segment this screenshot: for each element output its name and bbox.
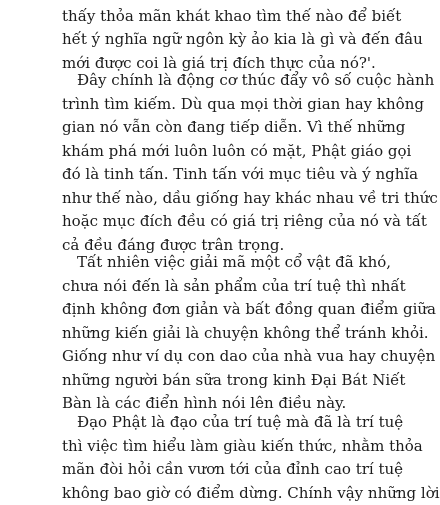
paragraph-1 bbox=[0, 0, 400, 75]
paragraph-line: đó là tinh tấn. Tinh tấn với mục tiêu và ý nghĩa bbox=[62, 163, 349, 187]
paragraph-line: những kiến giải là chuyện không thể tránh khỏi. bbox=[62, 322, 349, 346]
paragraph-line: những người bán sữa trong kinh Đại Bát Niết bbox=[62, 369, 349, 393]
paragraph-line: như thế nào, dầu giống hay khác nhau về tri thức bbox=[62, 187, 349, 211]
paragraph-line: chưa nói đến là sản phẩm của trí tuệ thì nhất bbox=[62, 275, 349, 299]
paragraph-4 bbox=[0, 411, 400, 505]
paragraph-2 bbox=[0, 69, 400, 257]
paragraph-line: gian nó vẫn còn đang tiếp diễn. Vì thế những bbox=[62, 116, 349, 140]
paragraph-line: không bao giờ có điểm dừng. Chính vậy những lời bbox=[62, 482, 349, 505]
paragraph-line: Đây chính là động cơ thúc đẩy vô số cuộc hành bbox=[77, 69, 349, 93]
paragraph-line: Tất nhiên việc giải mã một cổ vật đã khó, bbox=[77, 251, 349, 275]
paragraph-line: hoặc mục đích đều có giá trị riêng của nó và tất bbox=[62, 210, 349, 234]
paragraph-line: Đạo Phật là đạo của trí tuệ mà đã là trí tuệ bbox=[77, 411, 349, 435]
paragraph-line: cả đều đáng được trân trọng. bbox=[62, 234, 349, 258]
paragraph-3 bbox=[0, 251, 400, 416]
paragraph-line: hết ý nghĩa ngữ ngôn kỳ ảo kia là gì và đến đâu bbox=[62, 28, 349, 52]
paragraph-line: mãn đòi hỏi cần vươn tới của đỉnh cao trí tuệ bbox=[62, 458, 349, 482]
paragraph-line: Bàn là các điển hình nói lên điều này. bbox=[62, 392, 349, 416]
paragraph-line: thấy thỏa mãn khát khao tìm thế nào để biết bbox=[62, 5, 349, 29]
paragraph-line: trình tìm kiếm. Dù qua mọi thời gian hay không bbox=[62, 93, 349, 117]
paragraph-line: mới được coi là giá trị đích thực của nó?'. bbox=[62, 52, 349, 76]
paragraph-line: định không đơn giản và bất đồng quan điểm giữa bbox=[62, 298, 349, 322]
paragraph-line: khám phá mới luôn luôn có mặt, Phật giáo gọi bbox=[62, 140, 349, 164]
paragraph-line: thì việc tìm hiểu làm giàu kiến thức, nhằm thỏa bbox=[62, 435, 349, 459]
paragraph-line: Giống như ví dụ con dao của nhà vua hay chuyện bbox=[62, 345, 349, 369]
